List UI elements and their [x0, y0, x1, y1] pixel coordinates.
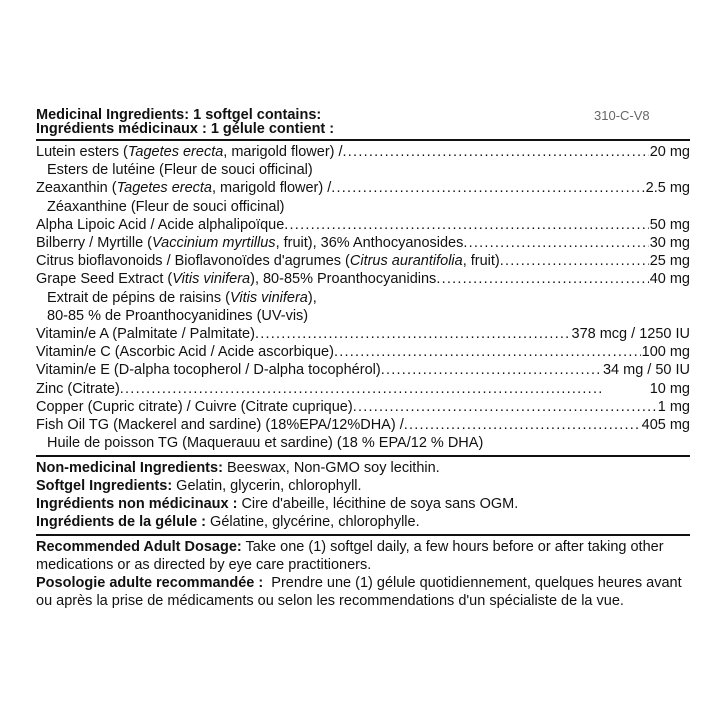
- ingredient-amount: 20 mg: [649, 144, 690, 160]
- leader-dots: [255, 325, 571, 343]
- ingredient-amount: 34 mg / 50 IU: [602, 362, 690, 379]
- section-rule: [36, 455, 690, 457]
- ingredient-sub: 80-85 % de Proanthocyanidines (UV-vis): [47, 307, 309, 324]
- ingredient-row: Zinc (Citrate) . . . 10 mg: [36, 380, 690, 398]
- product-code: 310-C-V8: [594, 108, 650, 123]
- leader-dots: [331, 179, 644, 197]
- ingredient-amount: 378 mcg / 1250 IU: [571, 326, 690, 343]
- leader-dots: [120, 380, 649, 398]
- dosage-label-fr: Posologie adulte recommandée :: [36, 575, 264, 592]
- non-medicinal-value-fr: Cire d'abeille, lécithine de soya sans OGM.: [237, 496, 519, 513]
- ingredient-row: Vitamin/e A (Palmitate / Palmitate) . . . 378 mcg / 1250 IU: [36, 325, 690, 343]
- ingredient-row: Grape Seed Extract (Vitis vinifera), 80-85% Proanthocyanidins . . . 40 mg: [36, 270, 690, 288]
- ingredient-amount: 30 mg: [649, 235, 690, 252]
- leader-dots: [284, 216, 648, 234]
- ingredient-row: Bilberry / Myrtille (Vaccinium myrtillus, fruit), 36% Anthocyanosides . . . 30 mg: [36, 234, 690, 252]
- ingredient-sub: Extrait de pépins de raisins (Vitis vinifera),: [47, 289, 317, 306]
- ingredient-row: Vitamin/e C (Ascorbic Acid / Acide ascorbique) . . . 100 mg: [36, 343, 690, 361]
- leader-dots: [500, 252, 649, 270]
- ingredients-panel: [36, 108, 690, 610]
- ingredient-amount: 50 mg: [649, 216, 690, 233]
- softgel-value-fr: Gélatine, glycérine, chlorophylle.: [206, 514, 420, 531]
- non-medicinal-section: [36, 459, 690, 531]
- non-medicinal-label-en: Non-medicinal Ingredients:: [36, 460, 223, 477]
- header-fr: Ingrédients médicinaux : 1 gélule contient :: [36, 121, 335, 137]
- ingredient-amount: 25 mg: [649, 253, 690, 270]
- ingredient-row: Citrus bioflavonoids / Bioflavonoïdes d'agrumes (Citrus aurantifolia, fruit) . . . 25 mg: [36, 252, 690, 270]
- dosage-value-en: Take one (1) softgel daily, a few hours before or after taking other medications or as directed by eye care practitioners.: [36, 539, 664, 574]
- ingredient-amount: 40 mg: [649, 271, 690, 288]
- leader-dots: [343, 143, 649, 161]
- ingredient-row: Alpha Lipoic Acid / Acide alphalipoïque . . . 50 mg: [36, 216, 690, 234]
- header-rule: [36, 139, 690, 141]
- ingredient-amount: 2.5 mg: [645, 180, 690, 197]
- ingredient-row: Lutein esters (Tagetes erecta, marigold flower) / . . . 20 mg: [36, 143, 690, 161]
- non-medicinal-label-fr: Ingrédients non médicinaux :: [36, 496, 238, 513]
- ingredient-sub: Esters de lutéine (Fleur de souci officinal): [47, 162, 313, 179]
- ingredient-amount: 405 mg: [641, 417, 690, 434]
- ingredient-amount: 1 mg: [657, 398, 690, 415]
- ingredient-amount: 100 mg: [641, 344, 690, 361]
- leader-dots: [334, 343, 641, 361]
- ingredient-sub: Zéaxanthine (Fleur de souci officinal): [47, 198, 285, 215]
- header-en: Medicinal Ingredients: 1 softgel contains:: [36, 107, 322, 123]
- dosage-section: [36, 538, 690, 610]
- ingredient-row: Copper (Cupric citrate) / Cuivre (Citrate cuprique) . . . 1 mg: [36, 398, 690, 416]
- non-medicinal-value-en: Beeswax, Non-GMO soy lecithin.: [222, 460, 440, 477]
- ingredient-list: [36, 143, 690, 452]
- dosage-value-fr: Prendre une (1) gélule quotidiennement, quelques heures avant ou après la prise de médicaments ou selon les recommendations d'un spécialiste de la vue.: [36, 575, 686, 610]
- dosage-label-en: Recommended Adult Dosage:: [36, 539, 242, 556]
- ingredient-row: Zeaxanthin (Tagetes erecta, marigold flower) / . . . 2.5 mg: [36, 179, 690, 197]
- leader-dots: [381, 361, 602, 379]
- leader-dots: [436, 270, 648, 288]
- section-rule: [36, 534, 690, 536]
- leader-dots: [463, 234, 648, 252]
- softgel-label-en: Softgel Ingredients:: [36, 478, 173, 495]
- leader-dots: [404, 416, 641, 434]
- ingredient-sub: Huile de poisson TG (Maquerauu et sardine) (18 % EPA/12 % DHA): [47, 435, 484, 452]
- ingredient-row: Vitamin/e E (D-alpha tocopherol / D-alpha tocophérol) . . . 34 mg / 50 IU: [36, 361, 690, 379]
- leader-dots: [353, 398, 657, 416]
- ingredient-row: Fish Oil TG (Mackerel and sardine) (18%EPA/12%DHA) / . . . 405 mg: [36, 416, 690, 434]
- softgel-value-en: Gelatin, glycerin, chlorophyll.: [172, 478, 362, 495]
- ingredient-amount: 10 mg: [649, 380, 690, 397]
- softgel-label-fr: Ingrédients de la gélule :: [36, 514, 207, 531]
